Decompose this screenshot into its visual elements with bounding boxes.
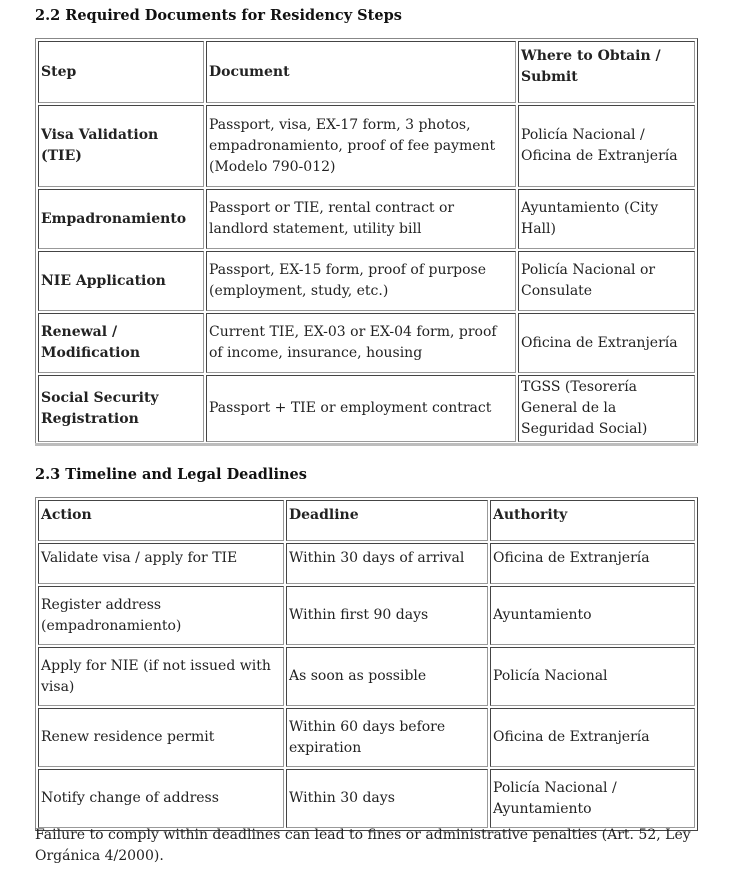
authority-cell: Oficina de Extranjería bbox=[490, 543, 695, 584]
table-row bbox=[38, 647, 695, 706]
document-cell: Passport or TIE, rental contract or landlord statement, utility bill bbox=[206, 189, 516, 249]
table-header-row bbox=[38, 500, 695, 541]
table-row bbox=[38, 543, 695, 584]
required-documents-table bbox=[35, 38, 698, 445]
authority-cell: Policía Nacional bbox=[490, 647, 695, 706]
section-heading-timeline: 2.3 Timeline and Legal Deadlines bbox=[35, 466, 307, 483]
step-cell: Empadronamiento bbox=[38, 189, 204, 249]
section-divider bbox=[35, 443, 698, 446]
deadline-cell: Within first 90 days bbox=[286, 586, 488, 645]
document-cell: Passport + TIE or employment contract bbox=[206, 375, 516, 442]
column-header-action: Action bbox=[38, 500, 284, 541]
where-cell: Oficina de Extranjería bbox=[518, 313, 695, 373]
step-cell: Visa Validation (TIE) bbox=[38, 105, 204, 187]
where-cell: Policía Nacional or Consulate bbox=[518, 251, 695, 311]
document-cell: Passport, EX-15 form, proof of purpose (employment, study, etc.) bbox=[206, 251, 516, 311]
compliance-note: Failure to comply within deadlines can lead to fines or administrative penalties (Art. 52, Ley Orgánica 4/2000). bbox=[35, 827, 691, 864]
document-cell: Passport, visa, EX-17 form, 3 photos, empadronamiento, proof of fee payment (Modelo 790-012) bbox=[206, 105, 516, 187]
column-header-where: Where to Obtain / Submit bbox=[518, 41, 695, 103]
table-row bbox=[38, 105, 695, 187]
where-cell: TGSS (Tesorería General de la Seguridad Social) bbox=[518, 375, 695, 442]
section-heading-required-documents: 2.2 Required Documents for Residency Steps bbox=[35, 7, 402, 24]
authority-cell: Ayuntamiento bbox=[490, 586, 695, 645]
action-cell: Notify change of address bbox=[38, 769, 284, 828]
where-cell: Policía Nacional / Oficina de Extranjería bbox=[518, 105, 695, 187]
action-cell: Validate visa / apply for TIE bbox=[38, 543, 284, 584]
deadline-cell: Within 30 days of arrival bbox=[286, 543, 488, 584]
authority-cell: Oficina de Extranjería bbox=[490, 708, 695, 767]
where-cell: Ayuntamiento (City Hall) bbox=[518, 189, 695, 249]
table-row bbox=[38, 375, 695, 442]
step-cell: NIE Application bbox=[38, 251, 204, 311]
deadline-cell: Within 30 days bbox=[286, 769, 488, 828]
document-cell: Current TIE, EX-03 or EX-04 form, proof of income, insurance, housing bbox=[206, 313, 516, 373]
deadline-cell: Within 60 days before expiration bbox=[286, 708, 488, 767]
table-header-row bbox=[38, 41, 695, 103]
action-cell: Register address (empadronamiento) bbox=[38, 586, 284, 645]
table-row bbox=[38, 708, 695, 767]
column-header-authority: Authority bbox=[490, 500, 695, 541]
column-header-document: Document bbox=[206, 41, 516, 103]
table-row bbox=[38, 189, 695, 249]
column-header-step: Step bbox=[38, 41, 204, 103]
action-cell: Renew residence permit bbox=[38, 708, 284, 767]
timeline-deadlines-table bbox=[35, 497, 698, 831]
deadline-cell: As soon as possible bbox=[286, 647, 488, 706]
table-row bbox=[38, 251, 695, 311]
step-cell: Renewal / Modification bbox=[38, 313, 204, 373]
authority-cell: Policía Nacional / Ayuntamiento bbox=[490, 769, 695, 828]
table-row bbox=[38, 586, 695, 645]
step-cell: Social Security Registration bbox=[38, 375, 204, 442]
action-cell: Apply for NIE (if not issued with visa) bbox=[38, 647, 284, 706]
table-row bbox=[38, 769, 695, 828]
table-row bbox=[38, 313, 695, 373]
column-header-deadline: Deadline bbox=[286, 500, 488, 541]
